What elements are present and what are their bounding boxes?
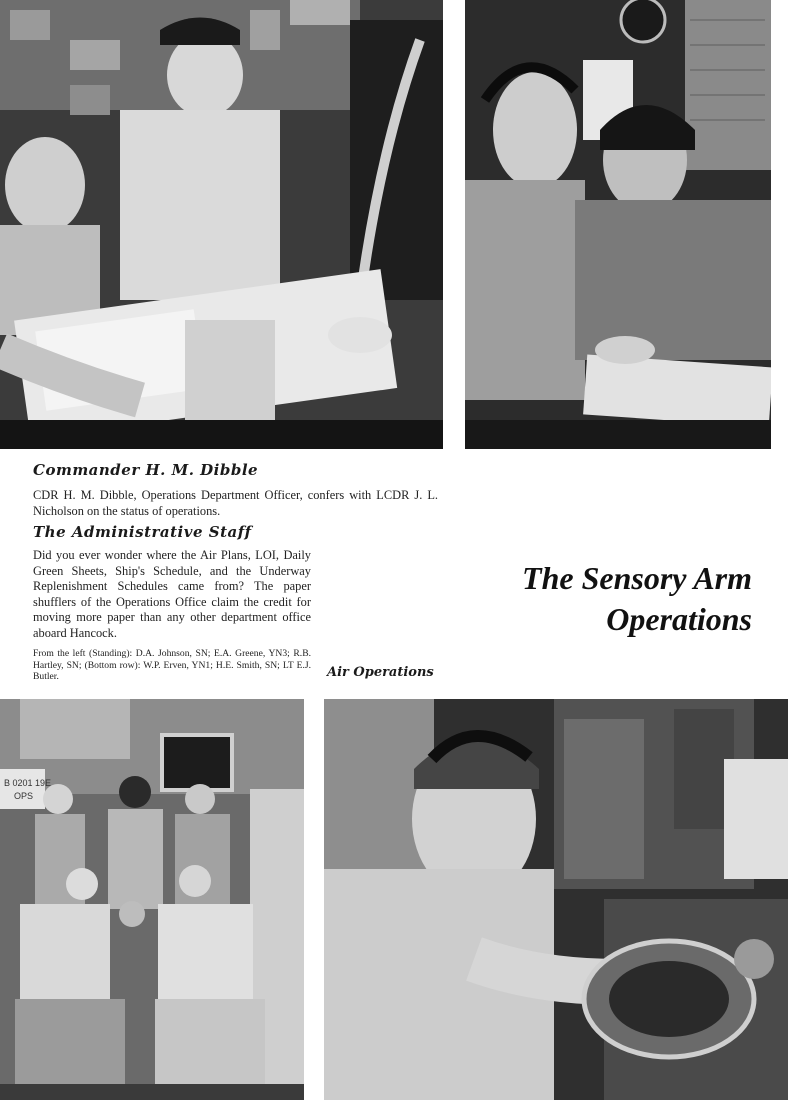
commander-caption-text: CDR H. M. Dibble, Operations Department Officer, confers with LCDR J. L. Nicholson on the status of operations. [33,488,438,518]
photo-plotting-table [465,0,771,449]
photo-administrative-staff-image [0,699,304,1100]
photo-air-operations [324,699,788,1100]
photo-plotting-table-image [465,0,771,449]
admin-staff-names-caption: From the left (Standing): D.A. Johnson, SN; E.A. Greene, YN3; R.B. Hartley, SN; (Bottom row): W.P. Erven, YN1; H.E. Smith, SN; LT E.J. Butler. [33,648,311,682]
admin-staff-caption-heading: The Administrative Staff [33,523,252,541]
page-title-line-1: The Sensory Arm [522,560,752,596]
photo-commander-dibble [0,0,443,449]
photo-air-operations-image [324,699,788,1100]
ops-sign-line-1: B 0201 19E [4,778,52,788]
photo-administrative-staff [0,699,304,1100]
air-operations-caption: Air Operations [327,665,434,680]
page-title-line-2: Operations [606,601,752,637]
photo-commander-dibble-image [0,0,443,449]
ops-sign-line-2: OPS [14,791,34,801]
commander-caption-heading: Commander H. M. Dibble [33,461,259,479]
admin-staff-caption-text: Did you ever wonder where the Air Plans, LOI, Daily Green Sheets, Ship's Schedule, and the Underway Replenishment Schedules came from? The paper shufflers of the Operations Office claim the credit for moving more paper than any other department office aboard Hancock. [33,548,311,640]
